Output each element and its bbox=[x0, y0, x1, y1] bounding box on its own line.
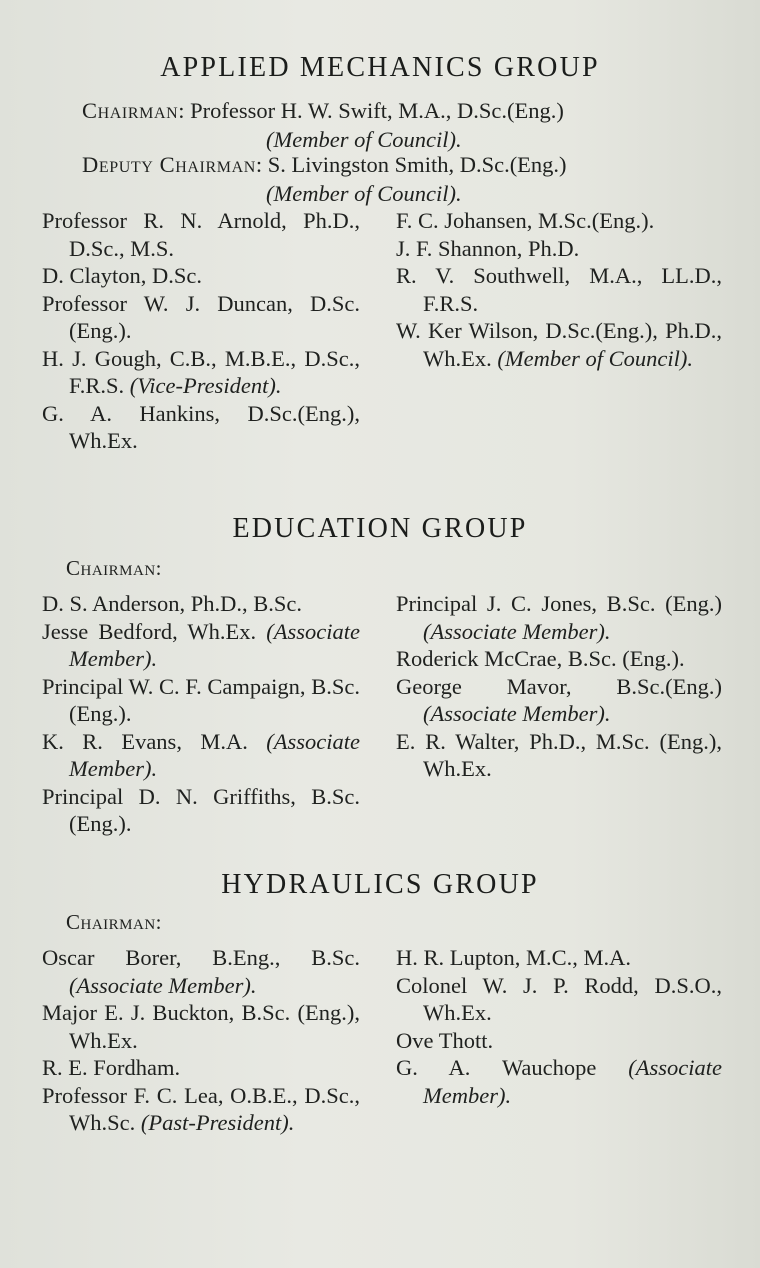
applied-mechanics-left-column bbox=[42, 207, 360, 455]
member-entry: Roderick McCrae, B.Sc. (Eng.). bbox=[396, 646, 685, 671]
member-entry: D. S. Anderson, Ph.D., B.Sc. bbox=[42, 591, 303, 616]
applied-mechanics-right-column bbox=[396, 207, 722, 372]
member-entry: G. A. Wauchope (Associate Member). bbox=[396, 1055, 722, 1108]
member-entry: W. Ker Wilson, D.Sc.(Eng.), Ph.D., Wh.Ex. (Member of Council). bbox=[396, 318, 722, 371]
member-entry: Colonel W. J. P. Rodd, D.S.O., Wh.Ex. bbox=[396, 972, 722, 1025]
role-separator: : bbox=[178, 98, 191, 123]
member-entry: H. J. Gough, C.B., M.B.E., D.Sc., F.R.S. (Vice-President). bbox=[42, 345, 360, 398]
education-left-column bbox=[42, 590, 360, 838]
member-entry: Jesse Bedford, Wh.Ex. (Associate Member). bbox=[42, 618, 360, 671]
deputy-chairman-role-label: Deputy Chairman bbox=[82, 152, 256, 177]
member-entry: Major E. J. Buckton, B.Sc. (Eng.), Wh.Ex. bbox=[42, 1000, 360, 1053]
hydraulics-title: HYDRAULICS GROUP bbox=[221, 869, 539, 900]
hydraulics-chairman-label: Chairman: bbox=[66, 910, 163, 934]
member-entry: E. R. Walter, Ph.D., M.Sc. (Eng.), Wh.Ex. bbox=[396, 728, 722, 781]
chairman-role-label: Chairman bbox=[82, 98, 179, 123]
member-entry: K. R. Evans, M.A. (Associate Member). bbox=[42, 728, 360, 781]
member-entry: Principal D. N. Griffiths, B.Sc.(Eng.). bbox=[42, 783, 360, 836]
deputy-chairman-council-note: (Member of Council). bbox=[266, 181, 462, 206]
member-entry: Oscar Borer, B.Eng., B.Sc. (Associate Member). bbox=[42, 945, 360, 998]
applied-mechanics-deputy-chairman bbox=[82, 150, 567, 208]
member-entry: R. E. Fordham. bbox=[42, 1055, 181, 1080]
chairman-name: Professor H. W. Swift, M.A., D.Sc.(Eng.) bbox=[190, 98, 564, 123]
member-entry: George Mavor, B.Sc.(Eng.) (Associate Member). bbox=[396, 673, 722, 726]
applied-mechanics-title: APPLIED MECHANICS GROUP bbox=[160, 52, 600, 83]
member-entry: Professor W. J. Duncan, D.Sc.(Eng.). bbox=[42, 290, 360, 343]
member-entry: Professor R. N. Arnold, Ph.D., D.Sc., M.S. bbox=[42, 208, 360, 261]
deputy-chairman-name: S. Livingston Smith, D.Sc.(Eng.) bbox=[267, 152, 567, 177]
education-chairman-label: Chairman: bbox=[66, 556, 163, 580]
member-entry: Principal J. C. Jones, B.Sc. (Eng.) (Associate Member). bbox=[396, 591, 722, 644]
member-entry: H. R. Lupton, M.C., M.A. bbox=[396, 945, 632, 970]
role-separator: : bbox=[255, 152, 268, 177]
member-entry: Professor F. C. Lea, O.B.E., D.Sc., Wh.Sc. (Past-President). bbox=[42, 1082, 360, 1135]
member-entry: Ove Thott. bbox=[396, 1027, 494, 1053]
chairman-council-note: (Member of Council). bbox=[266, 127, 462, 152]
member-entry: G. A. Hankins, D.Sc.(Eng.), Wh.Ex. bbox=[42, 400, 360, 453]
education-right-column bbox=[396, 590, 722, 783]
education-title: EDUCATION GROUP bbox=[232, 513, 528, 544]
member-entry: R. V. Southwell, M.A., LL.D., F.R.S. bbox=[396, 263, 722, 316]
member-entry: D. Clayton, D.Sc. bbox=[42, 263, 202, 288]
member-entry: Principal W. C. F. Campaign, B.Sc.(Eng.). bbox=[42, 673, 360, 726]
hydraulics-left-column bbox=[42, 944, 360, 1137]
member-entry: J. F. Shannon, Ph.D. bbox=[396, 235, 580, 261]
hydraulics-right-column bbox=[396, 944, 722, 1109]
member-entry: F. C. Johansen, M.Sc.(Eng.). bbox=[396, 208, 655, 233]
applied-mechanics-chairman bbox=[82, 96, 564, 154]
